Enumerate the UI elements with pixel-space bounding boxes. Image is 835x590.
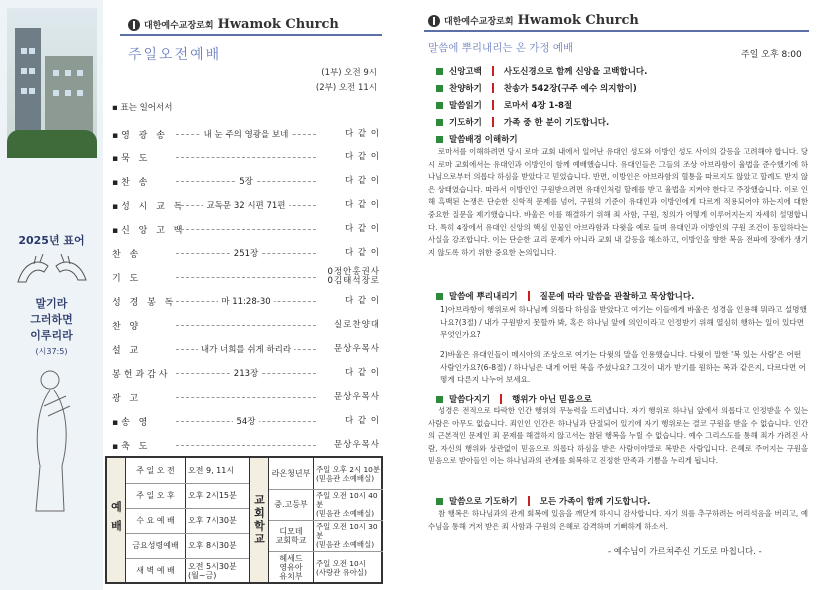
prayer-text: 참 행복은 하나님과의 관계 회복에 있음을 깨닫게 하시니 감사합니다. 자기 의를 추구하려는 어리석음을 버리고, 예수님을 통해 거저 받은 죄 사함과 구원의 은혜로 감격하며 기뻐하게 하소서. (428, 509, 808, 531)
worship-name: 주 일 오 후 (136, 491, 175, 500)
order-leader: 다 같 이 (344, 151, 380, 162)
year-motto-title: 2025년 표어 (18, 234, 85, 247)
worship-time: 오후 8시30분 (188, 541, 237, 550)
order-row (112, 198, 380, 212)
square-bullet-icon (436, 293, 443, 300)
motto-line: 말기라 (35, 297, 68, 310)
order-leader: 다 같 이 (344, 128, 380, 139)
practice-text: 성경은 전적으로 타락한 인간 행위의 무능력을 드러냅니다. 자기 행위로 하나님 앞에서 의롭다고 인정받을 수 있는 사람은 아무도 없습니다. 죄인인 인간은 하나님과 단절되어 있기에 자기 행위로는 결코 구원을 받을 수 없습니다. 인간의 근본적인 문제인 죄 문제를 해결하지 않고서는 참된 행복을 누릴 수 없습니다. 예수 그리스도를 통해 죄가 가려진 사람, 자신의 행위와 상관없이 믿음으로 의롭다 하심을 받은 사람이야말로 복받은 사람입니다. 은혜로 주어지는 구원을 믿음으로 받아들인 이는 하나님과의 관계를 회복하고 진정한 만족과 기쁨을 누리게 됩니다. (428, 406, 808, 466)
order-row (112, 342, 380, 356)
worship-time: 오후 2시15분 (188, 491, 237, 500)
church-logo-icon (128, 19, 140, 31)
service-time-2: (2부) 오전 11시 (315, 83, 377, 93)
order-detail: 내가 너희를 쉬게 하리라 (174, 343, 318, 355)
order-row (112, 366, 380, 380)
worship-name: 새 벽 예 배 (136, 566, 175, 575)
step-confession: 신앙고백 사도신경으로 함께 신앙을 고백합니다. (436, 65, 647, 77)
red-bar-icon (492, 83, 494, 93)
order-row (112, 294, 380, 308)
closing-line: - 예수님이 가르쳐주신 기도로 마칩니다. - (608, 547, 762, 557)
service-time-1: (1부) 오전 9시 (321, 68, 377, 78)
header-divider (120, 34, 382, 36)
order-detail: 마 11:28-30 (174, 295, 318, 307)
order-label: ▪축 도 (112, 441, 151, 452)
step-reading: 말씀읽기 로마서 4장 1-8절 (436, 99, 572, 111)
church-name-kr: 대한예수교장로회 (444, 17, 514, 27)
order-row (112, 318, 380, 332)
order-row (112, 246, 380, 260)
order-leader: 실로찬양대 (333, 319, 380, 330)
church-header-right (428, 13, 639, 28)
order-leader: 다 같 이 (344, 223, 380, 234)
worship-time: 오후 7시30분 (188, 516, 237, 525)
order-row (112, 267, 380, 286)
order-label: 찬 양 (112, 321, 142, 332)
school-time: 주일 오후 2시 10분 (믿음관 소예배실) (316, 464, 380, 483)
church-name-en: Hwamok Church (217, 17, 339, 32)
square-bullet-icon (436, 396, 443, 403)
order-leader: 다 같 이 (344, 295, 380, 306)
order-row (112, 127, 380, 141)
order-detail: 5장 (174, 175, 318, 187)
service-title: 주일오전예배 (128, 47, 222, 63)
worship-header: 예배 (107, 458, 125, 582)
order-row (112, 174, 380, 188)
order-row (112, 222, 380, 236)
order-leader: 0정안홍권사 0김태석장로 (327, 267, 380, 286)
order-label: 광 고 (112, 393, 142, 404)
order-row (112, 150, 380, 164)
order-label: ▪송 영 (112, 417, 151, 428)
order-detail: 54장 (174, 415, 318, 427)
order-leader: 다 같 이 (344, 367, 380, 378)
prayer-heading: 말씀으로 기도하기 모든 가족이 함께 기도합니다. (436, 495, 650, 507)
left-decorative-strip (0, 0, 103, 590)
church-name-en: Hwamok Church (517, 13, 639, 28)
worship-name: 수 요 예 배 (136, 516, 175, 525)
red-bar-icon (500, 394, 502, 404)
family-worship-time: 주일 오후 8:00 (741, 50, 802, 60)
school-time: 주일 오전 10시 40분 (믿음관 소예배실) (316, 491, 378, 518)
order-leader: 문상우목사 (333, 439, 380, 450)
red-bar-icon (528, 291, 530, 301)
order-detail: 내 눈 주의 영광을 보네 (174, 128, 318, 140)
red-bar-icon (492, 117, 494, 127)
motto-line: 그러하면 (30, 313, 73, 326)
order-label: ▪묵 도 (112, 153, 151, 164)
order-label: 찬 송 (112, 249, 142, 260)
school-name: 중.고등부 (274, 500, 308, 509)
order-label: 성 경 봉 독 (112, 297, 177, 308)
school-time: 주일 오전 10시 30분 (믿음관 소예배실) (316, 522, 378, 549)
order-leader: 다 같 이 (344, 175, 380, 186)
school-name: 헤세드 영유아 유치부 (279, 554, 303, 581)
year-motto (4, 296, 99, 360)
school-time: 주일 오전 10시 (사랑관 유아실) (316, 558, 367, 577)
red-bar-icon (528, 496, 530, 506)
order-label: 기 도 (112, 273, 142, 284)
church-building-photo (7, 8, 97, 158)
worship-name: 주 일 오 전 (136, 466, 175, 475)
school-name: 라온청년부 (271, 469, 311, 478)
background-heading: 말씀배경 이해하기 (436, 133, 518, 145)
family-worship-title: 말씀에 뿌리내리는 온 가정 예배 (428, 42, 574, 54)
church-header-left (128, 17, 339, 32)
motto-reference: (시37:5) (35, 347, 68, 356)
square-bullet-icon (436, 136, 443, 143)
motto-line: 이루리라 (30, 329, 73, 342)
practice-heading: 말씀다지기 행위가 아닌 믿음으로 (436, 393, 592, 405)
order-row (112, 438, 380, 452)
square-bullet-icon (436, 102, 443, 109)
step-praise: 찬양하기 찬송가 542장(구주 예수 의지함이) (436, 82, 637, 94)
order-label: ▪성 시 교 독 (112, 201, 186, 212)
church-name-kr: 대한예수교장로회 (144, 21, 214, 31)
square-bullet-icon (436, 68, 443, 75)
worship-time: 오전 5시30분 (월~금) (188, 561, 237, 580)
step-prayer: 기도하기 가족 중 한 분이 기도합니다. (436, 116, 609, 128)
question-heading: 말씀에 뿌리내리기 질문에 따라 말씀을 관찰하고 묵상합니다. (436, 290, 694, 302)
background-text: 로마서를 이해하려면 당시 로마 교회 내에서 일어난 유대인 성도와 이방인 성도 사이의 갈등을 고려해야 합니다. 당시 로마 교회에서는 유대인과 이방인이 함께 예배했습니다. 유대인들은 그들의 조상 아브라함이 율법을 준수했기에 하나님으로부터 의롭다 하심을 받았다고 믿었습니다. 반면, 이방인은 아브라함의 혈통을 따르지도 않았고 할례도 받지 않은 상태였습니다. 따라서 이방인인 구원받으려면 유대인처럼 할례를 받고 율법을 지켜야 한다고 주장했습니다. 이로 인해 흑백된 논쟁은 단순한 신학적 문제를 넘어, 구원의 기준이 유대인과 이방인에게 다르게 적용되어야 하는지에 대한 중요한 질문을 제기했습니다. 바울은 이를 해결하기 위해 죄 사함, 구원, 칭의가 어떻게 이루어지는지 자세히 설명합니다. 특히 4장에서 유대인 신앙의 핵심 인물인 아브라함과 다윗을 예로 들며 유대인과 이방인의 구원 조건이 동일하다는 사실을 강조합니다. 이는 단순한 교리 문제가 아니라 교회 내 갈등을 해소하고, 이방인을 향한 복음 전파에 장애가 생기지 않도록 하기 위한 중요한 논의입니다. (428, 147, 808, 257)
question-1: 1)아브라함이 행위로써 하나님께 의롭다 하심을 받았다고 여기는 이들에게 바울은 성경을 인용해 뭐라고 설명했나요?(3절) / 내가 구원받지 못할까 봐, 혹은 하나님 앞에 의인이라고 인정받기 위해 열심히 행하는 일이 있다면 무엇인가요? (440, 305, 807, 340)
red-bar-icon (492, 100, 494, 110)
question-2: 2)바울은 유대인들이 메시아의 조상으로 여기는 다윗의 말을 인용했습니다. 다윗이 말한 '복 있는 사람'은 어떤 사람인가요?(6-8절) / 하나님은 내게 어떤 복을 주셨나요? 그것이 내가 받기를 원하는 복과 같은지, 다르다면 어떻게 다른지 나누어 보세요. (440, 350, 806, 385)
order-row (112, 414, 380, 428)
hands-illustration (14, 252, 90, 292)
order-label: ▪영 광 송 (112, 130, 168, 141)
order-row (112, 390, 380, 404)
header-divider (424, 30, 809, 32)
order-label: ▪찬 송 (112, 177, 151, 188)
red-bar-icon (492, 66, 494, 76)
order-leader: 문상우목사 (333, 343, 380, 354)
order-leader: 다 같 이 (344, 199, 380, 210)
school-name: 디모데 교회학교 (275, 526, 307, 545)
church-logo-icon (428, 15, 440, 27)
square-bullet-icon (436, 85, 443, 92)
schedule-table (105, 456, 383, 584)
order-leader: 문상우목사 (333, 391, 380, 402)
worship-name: 금요성령예배 (132, 541, 179, 550)
worship-time: 오전 9, 11시 (188, 466, 235, 475)
order-label: 설 교 (112, 345, 142, 356)
order-leader: 다 같 이 (344, 247, 380, 258)
school-header: 교회학교 (250, 458, 268, 582)
order-detail: 251장 (174, 247, 318, 259)
stand-note: ▪ 표는 일어서서 (112, 103, 173, 113)
praying-figure-illustration (20, 366, 90, 516)
order-leader: 다 같 이 (344, 415, 380, 426)
order-label: ▪신 앙 고 백 (112, 225, 186, 236)
square-bullet-icon (436, 498, 443, 505)
order-label: 봉헌과감사 (112, 369, 171, 380)
order-detail: 213장 (174, 367, 318, 379)
order-detail: 교독문 32 시편 71편 (174, 199, 318, 211)
square-bullet-icon (436, 119, 443, 126)
